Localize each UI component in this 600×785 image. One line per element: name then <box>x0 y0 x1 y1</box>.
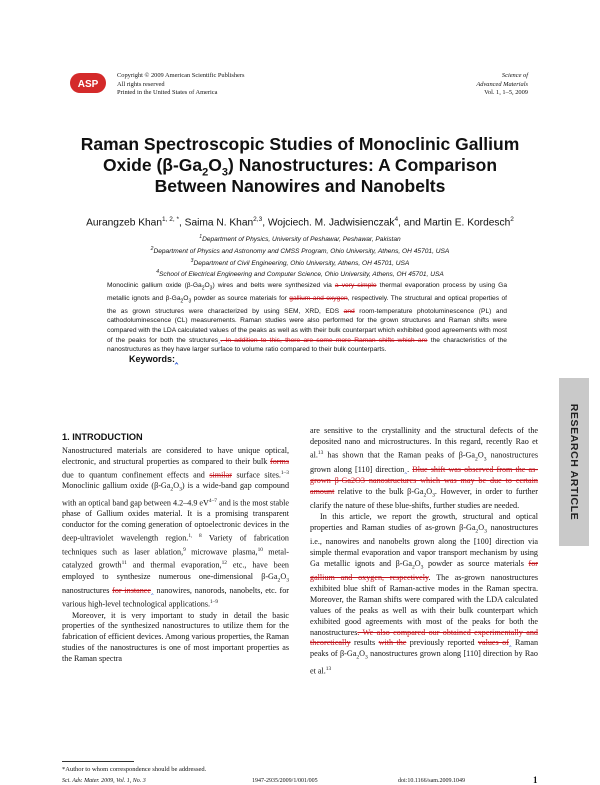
rights-line: All rights reserved <box>117 80 165 88</box>
author-list: Aurangzeb Khan$^{1, 2, *}$, Saima N. Khan$^{2,3}$, Wojciech. M. Jadwisienczak$^4$, and Martin E. Kordesch$^2$ <box>86 216 514 229</box>
journal-info <box>476 72 528 98</box>
affiliation-2: $^2$Department of Physics and Astronomy and CMSS Program, Ohio University, Athens, OH 45701, USA <box>150 245 450 255</box>
deleted-text: and <box>343 307 355 315</box>
body-column-1 <box>62 446 289 665</box>
footer-citation: Sci. Adv. Mater. 2009, Vol. 1, No. 3 <box>62 778 146 784</box>
paragraph: Moreover, it is very important to study in detail the basic properties of the synthesized nanostructures to utilize them for the fabrication of efficient devices. Among various properties, the Raman studies of the nanostructures is one of most important properties as the Raman spectra <box>62 610 289 663</box>
title-line-2: Oxide $(\beta-Ga_2O_3)$ Nanostructures: A Comparison <box>102 155 498 179</box>
title-line-3: Between Nanowires and Nanobelts <box>154 176 446 196</box>
footer-issn: 1947-2935/2009/1/001/005 <box>252 778 318 784</box>
insert-caret-icon: ‸ <box>175 354 179 364</box>
deleted-text: a very simple <box>334 282 377 289</box>
asp-logo <box>68 70 108 96</box>
author-2: , Saima N. Khan <box>178 217 254 229</box>
affiliation-1: $^1$Department of Physics, University of Peshawar, Peshawar, Pakistan <box>199 234 401 244</box>
deleted-text: . In addition to this, there are some more Raman shifts which are <box>220 336 428 344</box>
abstract: Monoclinic gallium oxide $(\beta-Ga_2O_3)$ wires and belts were synthesized via a very simple thermal evaporation process by using Ga metallic ignots and $\beta-Ga_2O_3$ powder as source materials for gallium and oxygen, respectively. The structural and optical properties of the as grown structures were characterized by using SEM, XRD, EDS and room-temperature photoluminescence (PL) and cathodoluminescence (CL) measurements. Raman studies were also performed for the grown structures and Raman shifts were compared with the LDA calculated values of the peaks as well as with their bulk counterpart which exhibited good agreements with most of the peaks for both the structures‸. In addition to this, there are some more Raman shifts which are the characteristics of the nanostructures as they have larger surface to volume ratio compared to their bulk counterparts. <box>107 282 508 354</box>
page-number: 1 <box>533 775 538 785</box>
footer-doi: doi:10.1166/sam.2009.1049 <box>398 778 465 784</box>
logo-text: ASP <box>77 79 99 90</box>
keywords <box>129 354 178 365</box>
journal-name-2: Advanced Materials <box>476 80 528 88</box>
insert-caret-icon: ‸ <box>151 586 154 596</box>
printed-line: Printed in the United States of America <box>117 89 218 97</box>
footnote-rule <box>62 761 134 762</box>
journal-volume: Vol. 1, 1–5, 2009 <box>484 89 528 97</box>
paper-title <box>60 134 540 197</box>
affiliations <box>60 233 540 280</box>
paragraph: are sensitive to the crystallinity and the structural defects of the deposited nano and microstructures. In this regard, recently Rao et al.$^{13}$ has shown that the Raman peaks of $\beta-Ga_2O_3$ nanostructures grown along [110] direction‸. Blue shift was observed from the as-grown β-Ga2O3 nanostructures which was may be due to certain amount relative to the bulk $\beta-Ga_2O_3$. However, in order to further clarify the nature of these blue-shifts, further studies are needed. <box>310 426 538 511</box>
section-heading: 1. INTRODUCTION <box>62 432 143 442</box>
copyright-line: Copyright © 2009 American Scientific Publishers <box>117 72 245 79</box>
insert-caret-icon: ‸ <box>508 638 512 648</box>
body-column-2 <box>310 426 538 677</box>
paragraph: Nanostructured materials are considered to have unique optical, electronic, and structural properties as compared to their bulk forms due to quantum confinement effects and similar surface sites.$^{1-3}$ Monoclinic gallium oxide $(\beta-Ga_2O_3)$ is a wide-band gap compound with an optical band gap between 4.2–4.9 $eV^{4-7}$ and is the most stable phase of Gallium oxides material. It is a promising transparent conductor for the coming generation of optoelectronic devices in the deep-ultraviolet wavelength region.$^{1, 8}$ Variety of fabrication techniques such as laser ablation,$^9$ microwave plasma,$^{10}$ metal-catalyzed growth$^{11}$ and thermal evaporation,$^{12}$ etc., have been employed to synthesize numerous one-dimensional $\beta-Ga_2O_3$ nanostructures for instance‸ nanowires, nanorods, nanobelts, etc. for various high-level technological applications.$^{1-9}$ <box>62 446 290 609</box>
author-4: , and Martin E. Kordesch <box>398 217 511 229</box>
journal-name-1: Science of <box>501 72 528 79</box>
correspondence-footnote: *Author to whom correspondence should be addressed. <box>62 766 207 773</box>
insert-caret-icon: ‸ <box>218 336 221 344</box>
deleted-text: gallium and oxygen <box>289 294 348 302</box>
author-1: Aurangzeb Khan <box>86 217 162 229</box>
article-type-label: RESEARCH ARTICLE <box>568 403 580 521</box>
affiliation-3: $^3$Department of Civil Engineering, Ohio University, Athens, OH 45701, USA <box>190 257 410 267</box>
paragraph: In this article, we report the growth, structural and optical properties and Raman studies of as-grown $\beta-Ga_2O_3$ nanostructures i.e., nanowires and nanobelts grown along the [100] direction via simple thermal evaporation and vapor transport mechanism by using Ga metallic ignots and $\beta-Ga_2O_3$ powder as source materials for gallium and oxygen, respectively. The as-grown nanostructures exhibited blue shift of Raman-active modes in the Raman spectra. Moreover, the Raman shifts were compared with the LDA calculated values of the peaks as well as with their bulk counterpart which exhibited good agreements with most of the peaks for both the nanostructures. We also compared our obtained experimentally and theoretically results with the previously reported values of‸ Raman peaks of $\beta-Ga_2O_3$ nanostructures grown along [110] direction by Rao et al.$^{13}$ <box>310 511 539 676</box>
affiliation-4: $^4$School of Electrical Engineering and Computer Science, Ohio University, Athens, OH 45701, USA <box>156 269 444 279</box>
copyright-block <box>117 72 245 98</box>
article-type-tab <box>559 378 589 546</box>
author-3: , Wojciech. M. Jadwisienczak <box>262 217 395 229</box>
insert-caret-icon: ‸ <box>404 464 408 474</box>
title-line-1: Raman Spectroscopic Studies of Monoclinic Gallium <box>80 134 520 154</box>
keywords-label: Keywords: <box>129 354 176 364</box>
